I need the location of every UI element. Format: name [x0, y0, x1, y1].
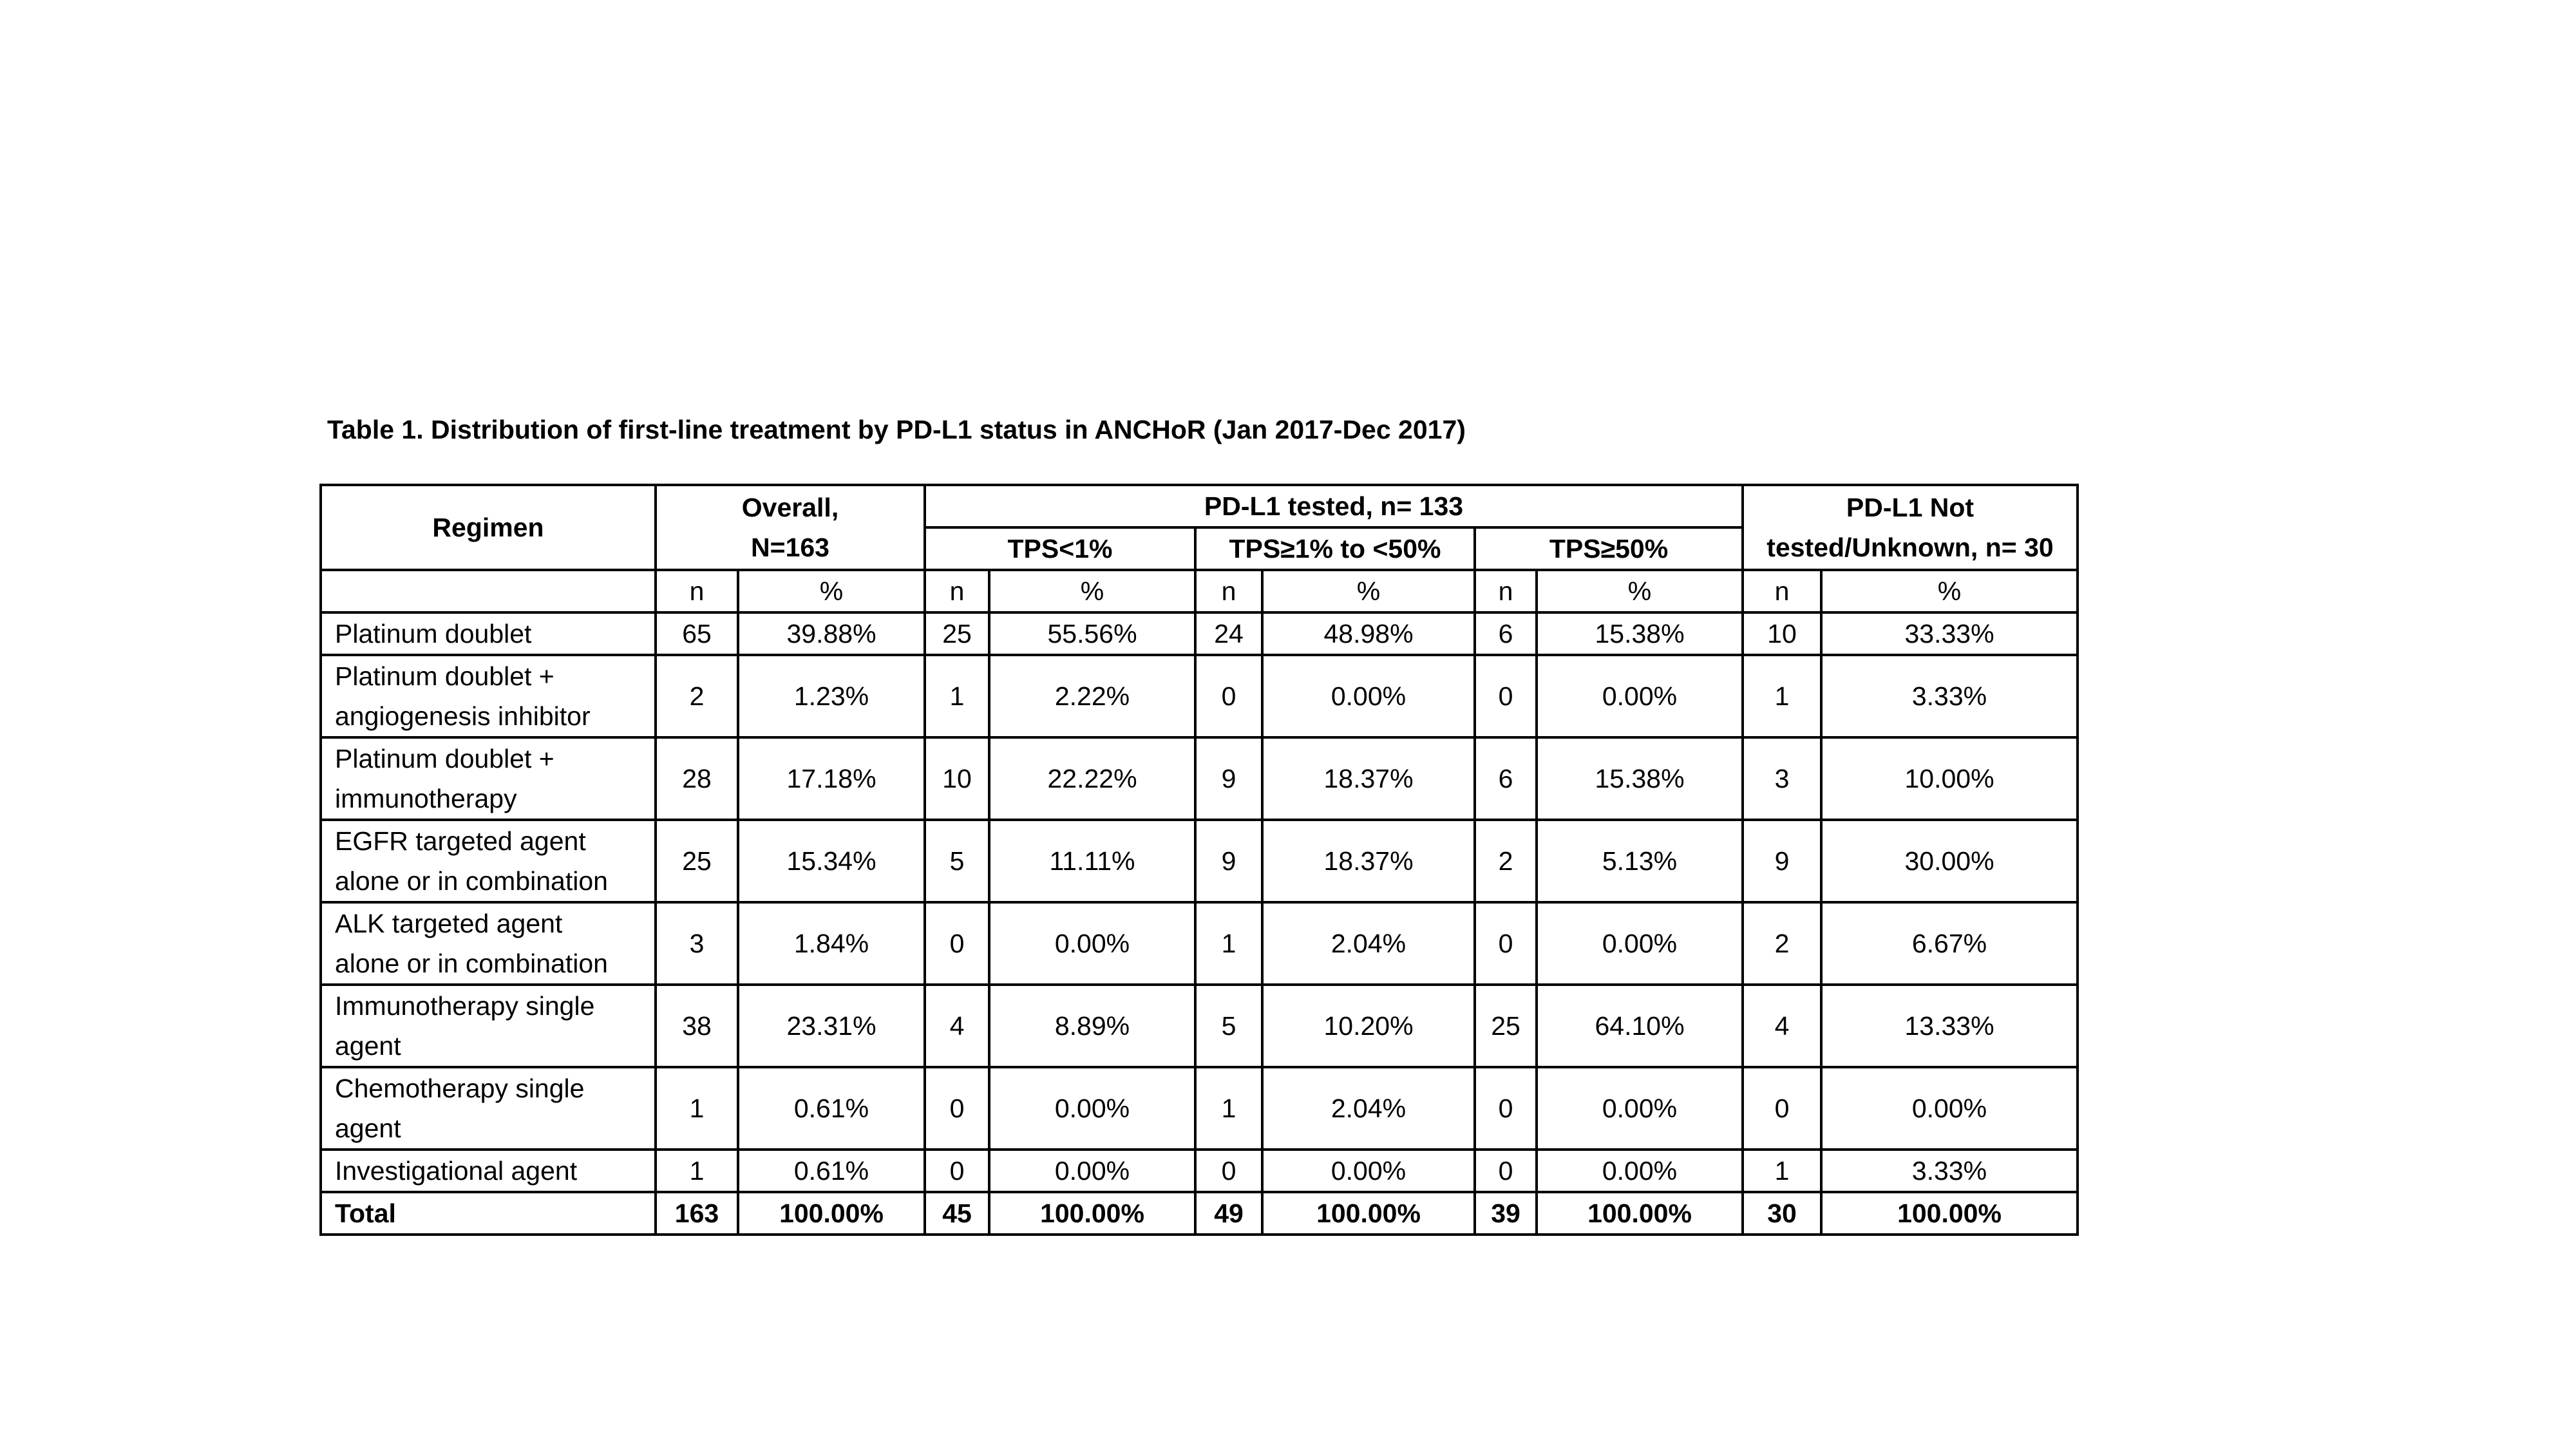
percent-cell: 0.61%	[738, 1067, 925, 1150]
percent-cell: 3.33%	[1821, 1150, 2078, 1192]
percent-cell: 0.00%	[1262, 655, 1475, 737]
count-cell: 0	[1195, 1150, 1262, 1192]
header-tps-mid: TPS≥1% to <50%	[1195, 527, 1475, 570]
percent-cell: 64.10%	[1537, 985, 1743, 1067]
header-row-1	[321, 485, 2078, 527]
percent-cell: 2.22%	[989, 655, 1195, 737]
regimen-line: agent	[335, 1031, 401, 1061]
percent-cell: 1.84%	[738, 902, 925, 985]
subheader-row	[321, 570, 2078, 612]
total-percent-cell: 100.00%	[1537, 1192, 1743, 1235]
regimen-cell	[321, 1150, 656, 1192]
count-cell: 1	[925, 655, 989, 737]
count-cell: 5	[925, 820, 989, 902]
percent-cell: 5.13%	[1537, 820, 1743, 902]
percent-cell: 22.22%	[989, 737, 1195, 820]
header-overall	[656, 485, 925, 570]
count-cell: 25	[925, 612, 989, 655]
count-cell: 9	[1743, 820, 1821, 902]
count-cell: 1	[1195, 902, 1262, 985]
count-cell: 9	[1195, 737, 1262, 820]
subheader-pct: %	[1262, 570, 1475, 612]
count-cell: 1	[1743, 1150, 1821, 1192]
count-cell: 1	[656, 1150, 738, 1192]
header-overall-line2: N=163	[751, 533, 829, 562]
count-cell: 0	[1743, 1067, 1821, 1150]
percent-cell: 10.20%	[1262, 985, 1475, 1067]
regimen-cell	[321, 985, 656, 1067]
header-pdl1-tested: PD-L1 tested, n= 133	[925, 485, 1743, 527]
header-tps-lt1: TPS<1%	[925, 527, 1195, 570]
percent-cell: 0.61%	[738, 1150, 925, 1192]
count-cell: 28	[656, 737, 738, 820]
regimen-line: angiogenesis inhibitor	[335, 701, 591, 731]
percent-cell: 15.38%	[1537, 612, 1743, 655]
percent-cell: 18.37%	[1262, 737, 1475, 820]
header-not-tested-line1: PD-L1 Not	[1846, 493, 1975, 522]
regimen-line: alone or in combination	[335, 866, 608, 896]
regimen-line: EGFR targeted agent	[335, 826, 586, 856]
subheader-blank	[321, 570, 656, 612]
regimen-cell	[321, 737, 656, 820]
subheader-pct: %	[738, 570, 925, 612]
subheader-n: n	[1475, 570, 1537, 612]
total-percent-cell: 100.00%	[989, 1192, 1195, 1235]
percent-cell: 0.00%	[989, 902, 1195, 985]
count-cell: 0	[925, 1150, 989, 1192]
percent-cell: 11.11%	[989, 820, 1195, 902]
header-regimen: Regimen	[321, 485, 656, 570]
regimen-line: Platinum doublet	[335, 619, 532, 649]
count-cell: 0	[925, 902, 989, 985]
percent-cell: 0.00%	[1821, 1067, 2078, 1150]
percent-cell: 0.00%	[1262, 1150, 1475, 1192]
percent-cell: 0.00%	[1537, 1067, 1743, 1150]
percent-cell: 30.00%	[1821, 820, 2078, 902]
count-cell: 9	[1195, 820, 1262, 902]
percent-cell: 48.98%	[1262, 612, 1475, 655]
count-cell: 2	[1475, 820, 1537, 902]
count-cell: 25	[1475, 985, 1537, 1067]
count-cell: 4	[925, 985, 989, 1067]
count-cell: 24	[1195, 612, 1262, 655]
regimen-cell	[321, 820, 656, 902]
percent-cell: 0.00%	[1537, 902, 1743, 985]
table-row	[321, 655, 2078, 737]
regimen-line: Chemotherapy single	[335, 1074, 585, 1103]
total-count-cell: 30	[1743, 1192, 1821, 1235]
percent-cell: 2.04%	[1262, 1067, 1475, 1150]
percent-cell: 3.33%	[1821, 655, 2078, 737]
header-not-tested	[1743, 485, 2078, 570]
regimen-line: ALK targeted agent	[335, 909, 563, 938]
count-cell: 2	[1743, 902, 1821, 985]
subheader-n: n	[1743, 570, 1821, 612]
subheader-n: n	[1195, 570, 1262, 612]
count-cell: 0	[1475, 1150, 1537, 1192]
percent-cell: 39.88%	[738, 612, 925, 655]
total-percent-cell: 100.00%	[738, 1192, 925, 1235]
count-cell: 0	[1195, 655, 1262, 737]
table-row	[321, 612, 2078, 655]
subheader-n: n	[925, 570, 989, 612]
regimen-line: Investigational agent	[335, 1156, 578, 1186]
percent-cell: 10.00%	[1821, 737, 2078, 820]
total-label: Total	[321, 1192, 656, 1235]
table-row	[321, 820, 2078, 902]
regimen-line: alone or in combination	[335, 949, 608, 978]
count-cell: 1	[1743, 655, 1821, 737]
percent-cell: 15.38%	[1537, 737, 1743, 820]
regimen-cell	[321, 902, 656, 985]
percent-cell: 23.31%	[738, 985, 925, 1067]
table-row	[321, 985, 2078, 1067]
percent-cell: 15.34%	[738, 820, 925, 902]
count-cell: 0	[1475, 902, 1537, 985]
count-cell: 10	[925, 737, 989, 820]
regimen-line: immunotherapy	[335, 784, 517, 813]
count-cell: 0	[1475, 1067, 1537, 1150]
regimen-cell	[321, 1067, 656, 1150]
count-cell: 38	[656, 985, 738, 1067]
count-cell: 6	[1475, 737, 1537, 820]
count-cell: 25	[656, 820, 738, 902]
count-cell: 4	[1743, 985, 1821, 1067]
percent-cell: 0.00%	[1537, 1150, 1743, 1192]
header-overall-line1: Overall,	[741, 493, 839, 522]
subheader-pct: %	[989, 570, 1195, 612]
total-percent-cell: 100.00%	[1262, 1192, 1475, 1235]
percent-cell: 6.67%	[1821, 902, 2078, 985]
percent-cell: 0.00%	[1537, 655, 1743, 737]
percent-cell: 13.33%	[1821, 985, 2078, 1067]
percent-cell: 17.18%	[738, 737, 925, 820]
subheader-pct: %	[1537, 570, 1743, 612]
regimen-line: Platinum doublet +	[335, 661, 554, 691]
regimen-cell	[321, 655, 656, 737]
count-cell: 6	[1475, 612, 1537, 655]
percent-cell: 55.56%	[989, 612, 1195, 655]
total-count-cell: 45	[925, 1192, 989, 1235]
table-row	[321, 902, 2078, 985]
treatment-distribution-table	[319, 484, 2079, 1236]
table-title: Table 1. Distribution of first-line treatment by PD-L1 status in ANCHoR (Jan 2017-Dec 2017)	[327, 415, 1466, 444]
count-cell: 65	[656, 612, 738, 655]
count-cell: 2	[656, 655, 738, 737]
percent-cell: 0.00%	[989, 1150, 1195, 1192]
table-row	[321, 737, 2078, 820]
count-cell: 10	[1743, 612, 1821, 655]
count-cell: 1	[656, 1067, 738, 1150]
count-cell: 5	[1195, 985, 1262, 1067]
count-cell: 0	[1475, 655, 1537, 737]
total-count-cell: 49	[1195, 1192, 1262, 1235]
percent-cell: 18.37%	[1262, 820, 1475, 902]
percent-cell: 8.89%	[989, 985, 1195, 1067]
regimen-line: Immunotherapy single	[335, 991, 595, 1021]
table-row	[321, 1067, 2078, 1150]
total-percent-cell: 100.00%	[1821, 1192, 2078, 1235]
regimen-line: Platinum doublet +	[335, 744, 554, 773]
count-cell: 3	[656, 902, 738, 985]
percent-cell: 1.23%	[738, 655, 925, 737]
header-not-tested-line2: tested/Unknown, n= 30	[1766, 533, 2054, 562]
table-row	[321, 1150, 2078, 1192]
percent-cell: 0.00%	[989, 1067, 1195, 1150]
subheader-n: n	[656, 570, 738, 612]
total-count-cell: 39	[1475, 1192, 1537, 1235]
regimen-cell	[321, 612, 656, 655]
percent-cell: 33.33%	[1821, 612, 2078, 655]
header-tps-ge50: TPS≥50%	[1475, 527, 1743, 570]
total-count-cell: 163	[656, 1192, 738, 1235]
total-row	[321, 1192, 2078, 1235]
count-cell: 3	[1743, 737, 1821, 820]
count-cell: 1	[1195, 1067, 1262, 1150]
count-cell: 0	[925, 1067, 989, 1150]
regimen-line: agent	[335, 1113, 401, 1143]
percent-cell: 2.04%	[1262, 902, 1475, 985]
subheader-pct: %	[1821, 570, 2078, 612]
